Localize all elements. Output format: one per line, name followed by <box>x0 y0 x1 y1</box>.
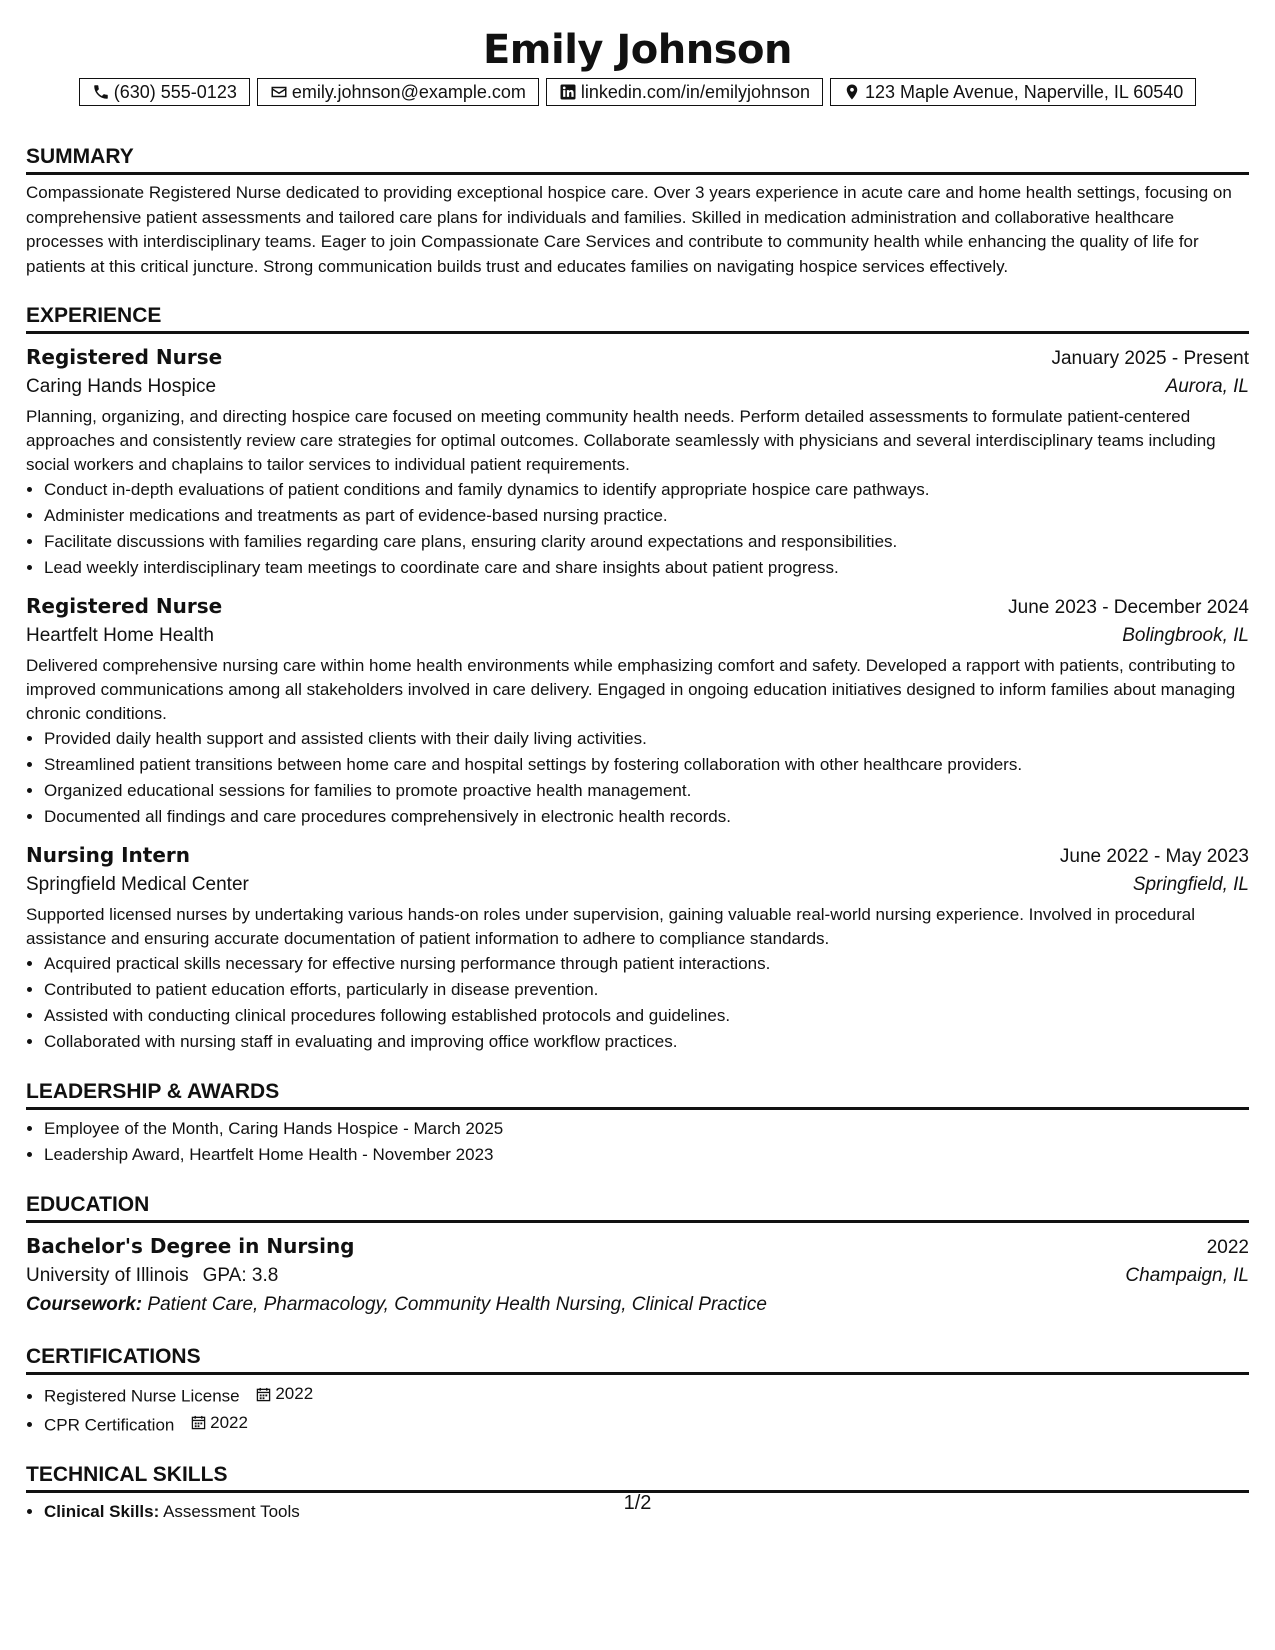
job-location: Springfield, IL <box>1132 874 1249 895</box>
phone-text: (630) 555-0123 <box>113 81 237 102</box>
skill-category: Clinical Skills: <box>44 1502 160 1521</box>
calendar-icon <box>191 1415 206 1430</box>
job-description: Delivered comprehensive nursing care within home health environments while emphasizing comfort and safety. Developed a rapport with patients, contributing to improved communications among all stakeholders involved in care delivery. Engaged in ongoing education initiatives designed to inform families about managing chronic conditions. <box>26 656 1236 723</box>
calendar-icon <box>256 1387 271 1402</box>
list-item: • Acquired practical skills necessary for effective nursing performance through patient interactions. <box>44 951 1249 977</box>
resume-page <box>26 0 1249 1525</box>
list-item: • Contributed to patient education efforts, particularly in disease prevention. <box>44 977 1249 1003</box>
list-item: • Employee of the Month, Caring Hands Hospice - March 2025 <box>44 1116 1249 1142</box>
awards-list <box>26 1116 1249 1168</box>
linkedin-text: linkedin.com/in/emilyjohnson <box>580 81 811 102</box>
company-name: Springfield Medical Center <box>26 874 249 895</box>
phone-icon <box>92 83 110 101</box>
skill-values: Assessment Tools <box>163 1502 300 1521</box>
section-title-experience: EXPERIENCE <box>26 303 1249 334</box>
list-item <box>44 1381 1249 1410</box>
job-bullets <box>26 726 1249 830</box>
certification-year: 2022 <box>210 1412 248 1432</box>
section-title-summary: SUMMARY <box>26 144 1249 175</box>
company-name: Caring Hands Hospice <box>26 376 217 397</box>
list-item: • Streamlined patient transitions between home care and hospital settings by fostering collaboration with other healthcare providers. <box>44 752 1249 778</box>
envelope-icon <box>270 83 288 101</box>
section-title-leadership: LEADERSHIP & AWARDS <box>26 1079 1249 1110</box>
school-name: University of Illinois <box>26 1265 189 1286</box>
list-item: • Documented all findings and care procedures comprehensively in electronic health records. <box>44 804 1249 830</box>
experience-item <box>26 591 1249 830</box>
job-location: Bolingbrook, IL <box>1122 625 1249 646</box>
coursework <box>26 1290 1249 1320</box>
linkedin-icon <box>559 83 577 101</box>
job-date: June 2022 - May 2023 <box>1059 846 1249 867</box>
list-item: • Administer medications and treatments as part of evidence-based nursing practice. <box>44 503 1249 529</box>
list-item: • Conduct in-depth evaluations of patient conditions and family dynamics to identify appropriate hospice care pathways. <box>44 477 1249 503</box>
contact-linkedin[interactable] <box>546 78 823 106</box>
job-title: Registered Nurse <box>26 345 223 369</box>
list-item: • Leadership Award, Heartfelt Home Health - November 2023 <box>44 1142 1249 1168</box>
job-location: Aurora, IL <box>1165 376 1249 397</box>
section-title-certifications: CERTIFICATIONS <box>26 1344 1249 1375</box>
list-item: • Assisted with conducting clinical procedures following established protocols and guidelines. <box>44 1003 1249 1029</box>
job-description: Supported licensed nurses by undertaking various hands-on roles under supervision, gaining valuable real-world nursing experience. Involved in procedural assistance and ensuring accurate documentation of patient information to adhere to compliance standards. <box>26 905 1195 948</box>
section-title-skills: TECHNICAL SKILLS <box>26 1462 1249 1493</box>
list-item: • Collaborated with nursing staff in evaluating and improving office workflow practices. <box>44 1029 1249 1055</box>
certification-name: CPR Certification <box>44 1415 175 1434</box>
job-title: Nursing Intern <box>26 843 191 867</box>
company-name: Heartfelt Home Health <box>26 625 214 646</box>
experience-item <box>26 342 1249 581</box>
address-text: 123 Maple Avenue, Naperville, IL 60540 <box>865 81 1184 102</box>
education-item <box>26 1231 1249 1320</box>
list-item <box>44 1410 1249 1439</box>
graduation-year: 2022 <box>1206 1237 1249 1258</box>
school-location: Champaign, IL <box>1125 1265 1249 1286</box>
job-date: June 2023 - December 2024 <box>1008 597 1249 618</box>
certification-year: 2022 <box>275 1384 314 1403</box>
summary-text: Compassionate Registered Nurse dedicated to providing exceptional hospice care. Over 3 years experience in acute care and home health settings, focusing on comprehensive patient assessments and tailored care plans for individuals and families. Skilled in medication administration and collaborative healthcare processes with interdisciplinary teams. Eager to join Compassionate Care Services and contribute to community health while enhancing the quality of life for patients at this critical juncture. Strong communication builds trust and educates families on navigating hospice services effectively. <box>26 183 1232 276</box>
certification-name: Registered Nurse License <box>44 1386 240 1406</box>
job-title: Registered Nurse <box>26 594 223 618</box>
experience-item <box>26 840 1249 1055</box>
email-text: emily.johnson@example.com <box>291 81 526 102</box>
job-bullets <box>26 477 1249 581</box>
degree-title: Bachelor's Degree in Nursing <box>26 1234 355 1258</box>
section-title-education: EDUCATION <box>26 1192 1249 1223</box>
coursework-label: Coursework: <box>26 1294 143 1315</box>
list-item: • Facilitate discussions with families regarding care plans, ensuring clarity around expectations and responsibilities. <box>44 529 1249 555</box>
contact-address[interactable] <box>830 78 1196 106</box>
list-item: • Lead weekly interdisciplinary team meetings to coordinate care and share insights about patient progress. <box>44 555 1249 581</box>
contact-bar <box>26 78 1249 106</box>
candidate-name: Emily Johnson <box>482 27 792 73</box>
job-date: January 2025 - Present <box>1051 348 1249 369</box>
contact-phone[interactable] <box>79 78 250 106</box>
list-item: • Provided daily health support and assisted clients with their daily living activities. <box>44 726 1249 752</box>
job-bullets <box>26 951 1249 1055</box>
gpa-value: GPA: 3.8 <box>202 1265 279 1286</box>
contact-email[interactable] <box>257 78 539 106</box>
list-item: • Organized educational sessions for families to promote proactive health management. <box>44 778 1249 804</box>
page-number: 1/2 <box>623 1492 652 1514</box>
job-description: Planning, organizing, and directing hospice care focused on meeting community health needs. Perform detailed assessments to formulate patient-centered approaches and consistently review care strategies for optimal outcomes. Collaborate seamlessly with physicians and several interdisciplinary teams including social workers and chaplains to tailor services to individual patient requirements. <box>26 407 1216 474</box>
map-pin-icon <box>843 83 861 101</box>
certifications-list <box>26 1381 1249 1438</box>
coursework-list: Patient Care, Pharmacology, Community Health Nursing, Clinical Practice <box>147 1294 767 1315</box>
